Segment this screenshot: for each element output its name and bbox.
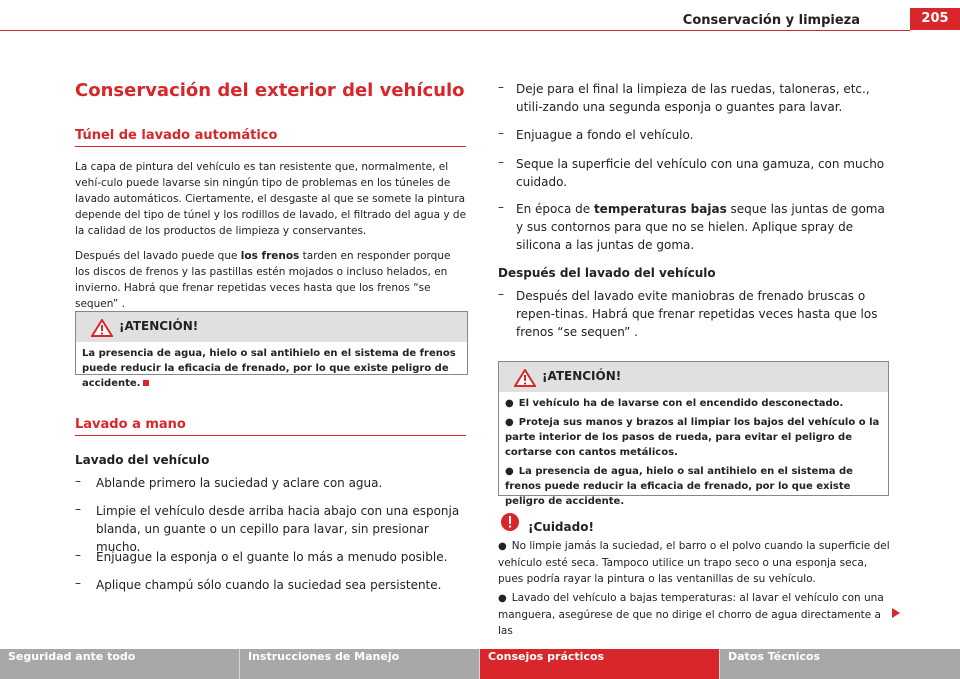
list-item: Seque la superficie del vehículo con una gamuza, con mucho cuidado. (516, 157, 885, 189)
main-title: Conservación del exterior del vehículo (75, 80, 465, 101)
subheading-wash-vehicle: Lavado del vehículo (75, 453, 210, 467)
warning-triangle-icon (514, 369, 536, 391)
footer-tab-datos[interactable]: Datos Técnicos (720, 649, 960, 679)
list-item (516, 200, 890, 254)
warning-body (499, 392, 888, 517)
list-dash: – (498, 126, 504, 140)
subheading-after-wash: Después del lavado del vehículo (498, 266, 716, 280)
list-item: Limpie el vehículo desde arriba hacia abajo con una esponja blanda, un guante o un cepillo para lavar, sin presionar mucho. (96, 504, 460, 554)
list-dash: – (498, 287, 504, 301)
bullet-icon: ● (505, 417, 514, 428)
list-dash: – (498, 155, 504, 169)
list-dash: – (75, 576, 81, 590)
list-dash: – (498, 200, 504, 214)
section-rule (75, 146, 466, 147)
warning-item (505, 396, 882, 411)
section-title-tunnel-wash: Túnel de lavado automático (75, 128, 278, 143)
warning-triangle-icon (91, 319, 113, 341)
footer-tab-seguridad[interactable]: Seguridad ante todo (0, 649, 239, 679)
paragraph-brakes (75, 248, 468, 312)
continue-arrow-icon (891, 604, 901, 623)
warning-item (505, 464, 882, 509)
list-item: Enjuague la esponja o el guante lo más a menudo posible. (96, 550, 448, 564)
list-dash: – (75, 548, 81, 562)
caution-item (498, 590, 890, 639)
paragraph-paint: La capa de pintura del vehículo es tan resistente que, normalmente, el vehí-culo puede lavarse sin ningún tipo de problemas en los túneles de lavado automáticos. Ciertamente, el desgaste al que se somete la pintura depende del tipo de túnel y los rodillos de lavado, el filtrado del agua y de la calidad de los productos de limpieza y conservantes. (75, 161, 467, 237)
page-number: 205 (910, 8, 960, 30)
paragraph-brakes-bold: los frenos (240, 250, 300, 262)
list-dash: – (75, 502, 81, 516)
caution-title: ¡Cuidado! (528, 520, 594, 534)
warning-title: ¡ATENCIÓN! (119, 319, 199, 333)
paragraph-brakes-pre: Después del lavado puede que (75, 250, 241, 262)
section-rule (75, 435, 466, 436)
warning-body (76, 342, 467, 395)
caution-item-text: No limpie jamás la suciedad, el barro o el polvo cuando la superficie del vehículo esté seca. Tampoco utilice un trapo seco o una esponja seca, pues podría rayar la pintura o las ventanillas de su vehículo. (498, 540, 890, 585)
list-dash: – (75, 474, 81, 488)
caution-item (498, 538, 890, 587)
header-rule (0, 30, 910, 31)
warning-item (505, 415, 882, 460)
warning-header (499, 362, 888, 392)
section-title-hand-wash: Lavado a mano (75, 417, 186, 432)
caution-body (498, 538, 890, 639)
list-item: Aplique champú sólo cuando la suciedad sea persistente. (96, 578, 442, 592)
caution-icon (500, 512, 520, 536)
list-item-post: seque las juntas de goma y sus contornos para que no se hielen. Aplique spray de silicona a las juntas de goma. (516, 202, 885, 252)
paragraph-brakes-post: tarden en responder porque los discos de frenos y las pastillas estén mojados o incluso helados, en invierno. Habrá que frenar repetidas veces hasta que los frenos “se sequen” . (75, 250, 451, 310)
bullet-icon: ● (505, 466, 514, 477)
warning-text: La presencia de agua, hielo o sal antihielo en el sistema de frenos puede reducir la eficacia de frenado, por lo que existe peligro de accidente. (82, 348, 456, 389)
list-item: Deje para el final la limpieza de las ruedas, taloneras, etc., utili-zando una segunda esponja o guantes para lavar. (516, 82, 870, 114)
list-item: Enjuague a fondo el vehículo. (516, 128, 694, 142)
list-item-pre: En época de (516, 202, 594, 216)
warning-item-text: La presencia de agua, hielo o sal antihielo en el sistema de frenos puede reducir la eficacia de frenado, por lo que existe peligro de accidente. (505, 466, 853, 507)
list-item-bold: temperaturas bajas (593, 202, 727, 216)
warning-box-washing (498, 361, 889, 507)
list-item: Ablande primero la suciedad y aclare con agua. (96, 476, 383, 490)
list-dash: – (498, 80, 504, 94)
footer-tab-consejos[interactable]: Consejos prácticos (480, 649, 719, 679)
footer-tab-instrucciones[interactable]: Instrucciones de Manejo (240, 649, 479, 679)
warning-item-text: Proteja sus manos y brazos al limpiar los bajos del vehículo o la parte interior de los pasos de rueda, para evitar el peligro de cortarse con cantos metálicos. (505, 417, 880, 458)
warning-title: ¡ATENCIÓN! (542, 369, 622, 383)
end-marker-icon (143, 380, 149, 386)
bullet-icon: ● (505, 398, 514, 409)
warning-item-text: El vehículo ha de lavarse con el encendido desconectado. (518, 398, 844, 409)
warning-header (76, 312, 467, 342)
bullet-icon: ● (498, 541, 507, 552)
bullet-icon: ● (498, 593, 507, 604)
warning-box-brakes (75, 311, 468, 389)
list-item: Después del lavado evite maniobras de frenado bruscas o repen-tinas. Habrá que frenar repetidas veces hasta que los frenos “se sequen” . (516, 289, 878, 339)
running-header-title: Conservación y limpieza (682, 13, 860, 28)
caution-item-text: Lavado del vehículo a bajas temperaturas: al lavar el vehículo con una manguera, asegúrese de que no dirige el chorro de agua directamente a las (498, 592, 884, 637)
